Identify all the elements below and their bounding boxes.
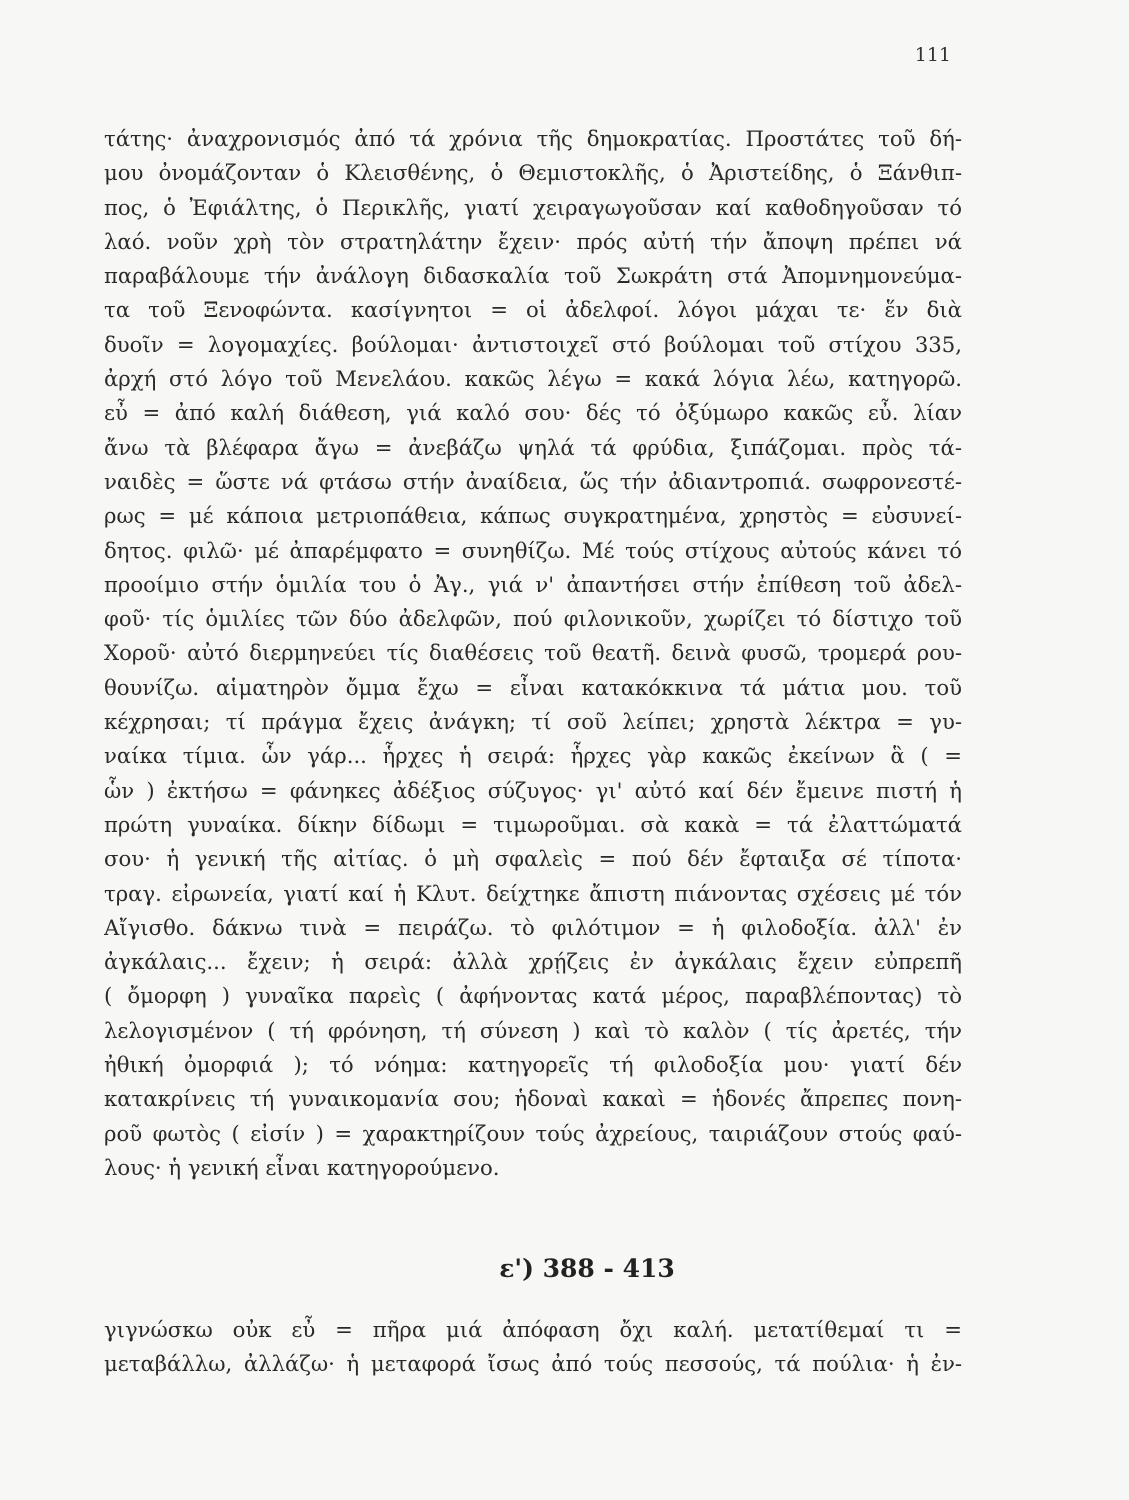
text-line: ναιδὲς = ὥστε νά φτάσω στήν ἀναίδεια, ὥς τήν ἀδιαντροπιά. σωφρονεστέ-	[104, 468, 962, 494]
text-line: τάτης· ἀναχρονισμός ἀπό τά χρόνια τῆς δημοκρατίας. Προστάτες τοῦ δή-	[104, 126, 962, 151]
text-line: λελογισμένον ( τή φρόνηση, τή σύνεση ) καὶ τὸ καλὸν ( τίς ἀρετές, τήν	[104, 1017, 962, 1043]
text-line: γιγνώσκω οὐκ εὖ = πῆρα μιά ἀπόφαση ὄχι καλή. μετατίθεμαί τι =	[104, 1317, 962, 1342]
text-line: κατακρίνεις τή γυναικομανία σου; ἡδοναὶ κακαὶ = ἡδονές ἄπρεπες πονη-	[104, 1086, 962, 1112]
commentary-text-continued	[104, 1313, 962, 1382]
text-line: πρώτη γυναίκα. δίκην δίδωμι = τιμωροῦμαι. σὰ κακὰ = τά ἐλαττώματά	[104, 811, 962, 837]
text-line: ( ὄμορφη ) γυναῖκα παρεὶς ( ἀφήνοντας κατά μέρος, παραβλέποντας) τὸ	[104, 983, 962, 1009]
text-line: δητος. φιλῶ· μέ ἀπαρέμφατο = συνηθίζω. Μέ τούς στίχους αὐτούς κάνει τό	[104, 537, 962, 563]
text-line: ροῦ φωτὸς ( εἰσίν ) = χαρακτηρίζουν τούς ἀχρείους, ταιριάζουν στούς φαύ-	[104, 1120, 962, 1146]
text-line: πος, ὁ Ἐφιάλτης, ὁ Περικλῆς, γιατί χειραγωγοῦσαν καί καθοδηγοῦσαν τό	[104, 194, 962, 220]
text-line: λους· ἡ γενική εἶναι κατηγορούμενο.	[104, 1154, 500, 1180]
text-line: φοῦ· τίς ὁμιλίες τῶν δύο ἀδελφῶν, πού φιλονικοῦν, χωρίζει τό δίστιχο τοῦ	[104, 606, 962, 632]
text-line: σου· ἡ γενική τῆς αἰτίας. ὁ μὴ σφαλεὶς = πού δέν ἔφταιξα σέ τίποτα·	[104, 846, 962, 872]
text-line: ναίκα τίμια. ὧν γάρ... ἧρχες ἡ σειρά: ἧρχες γὰρ κακῶς ἐκείνων ἃ ( =	[104, 743, 962, 769]
text-line: τραγ. εἰρωνεία, γιατί καί ἡ Κλυτ. δείχτηκε ἄπιστη πιάνοντας σχέσεις μέ τόν	[104, 880, 962, 906]
section-heading: ε') 388 - 413	[499, 1254, 675, 1283]
text-line: ἄνω τὰ βλέφαρα ἄγω = ἀνεβάζω ψηλά τά φρύδια, ξιπάζομαι. πρὸς τά-	[104, 434, 962, 460]
text-line: προοίμιο στήν ὁμιλία του ὁ Ἀγ., γιά ν' ἀπαντήσει στήν ἐπίθεση τοῦ ἀδελ-	[104, 571, 962, 597]
text-line: ὧν ) ἐκτήσω = φάνηκες ἀδέξιος σύζυγος· γι' αὐτό καί δέν ἔμεινε πιστή ἡ	[104, 777, 962, 803]
text-line: ἀγκάλαις... ἔχειν; ἡ σειρά: ἀλλὰ χρῄζεις ἐν ἀγκάλαις ἔχειν εὐπρεπῆ	[104, 949, 962, 975]
text-line: λαό. νοῦν χρὴ τὸν στρατηλάτην ἔχειν· πρός αὐτή τήν ἄποψη πρέπει νά	[104, 228, 962, 254]
commentary-text	[104, 122, 962, 1185]
text-line: ἠθική ὀμορφιά ); τό νόημα: κατηγορεῖς τή φιλοδοξία μου· γιατί δέν	[104, 1052, 962, 1078]
text-line: τα τοῦ Ξενοφώντα. κασίγνητοι = οἱ ἀδελφοί. λόγοι μάχαι τε· ἕν διὰ	[104, 297, 962, 323]
text-line: ρως = μέ κάποια μετριοπάθεια, κάπως συγκρατημένα, χρηστὸς = εὐσυνεί-	[104, 503, 962, 529]
text-line: θουνίζω. αἱματηρὸν ὄμμα ἔχω = εἶναι κατακόκκινα τά μάτια μου. τοῦ	[104, 674, 962, 700]
text-line: μου ὀνομάζονταν ὁ Κλεισθένης, ὁ Θεμιστοκλῆς, ὁ Ἀριστείδης, ὁ Ξάνθιπ-	[104, 160, 962, 186]
text-line: Αἴγισθο. δάκνω τινὰ = πειράζω. τὸ φιλότιμον = ἡ φιλοδοξία. ἀλλ' ἐν	[104, 914, 962, 940]
text-line: εὖ = ἀπό καλή διάθεση, γιά καλό σου· δές τό ὀξύμωρο κακῶς εὖ. λίαν	[104, 400, 962, 426]
text-line: μεταβάλλω, ἀλλάζω· ἡ μεταφορά ἴσως ἀπό τούς πεσσούς, τά πούλια· ἡ ἐν-	[104, 1351, 962, 1377]
page-number: 111	[914, 44, 951, 66]
text-line: Χοροῦ· αὐτό διερμηνεύει τίς διαθέσεις τοῦ θεατῆ. δεινὰ φυσῶ, τρομερά ρου-	[104, 640, 962, 666]
text-line: κέχρησαι; τί πράγμα ἔχεις ἀνάγκη; τί σοῦ λείπει; χρηστὰ λέκτρα = γυ-	[104, 709, 962, 735]
text-line: ἀρχή στό λόγο τοῦ Μενελάου. κακῶς λέγω = κακά λόγια λέω, κατηγορῶ.	[104, 366, 962, 392]
text-line: δυοῖν = λογομαχίες. βούλομαι· ἀντιστοιχεῖ στό βούλομαι τοῦ στίχου 335,	[104, 331, 962, 357]
text-line: παραβάλουμε τήν ἀνάλογη διδασκαλία τοῦ Σωκράτη στά Ἀπομνημονεύμα-	[104, 263, 962, 289]
